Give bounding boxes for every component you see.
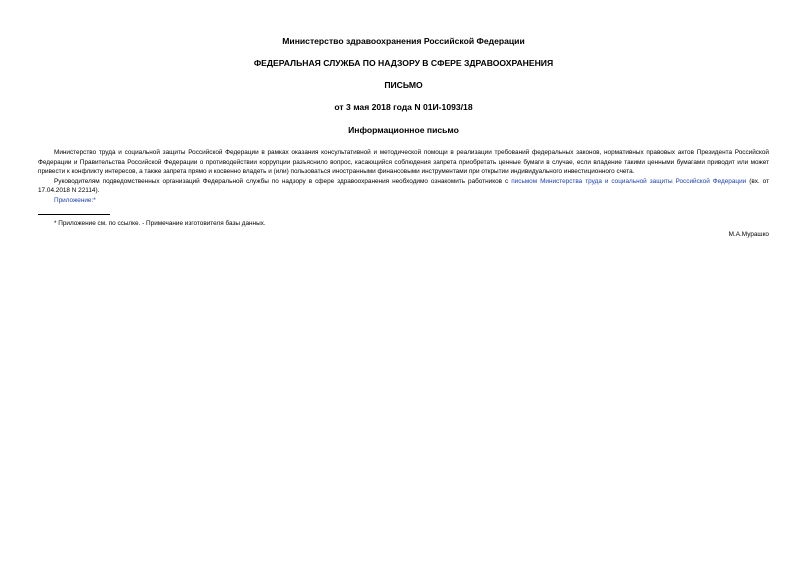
ministry-name: Министерство здравоохранения Российской Федерации [282,36,525,46]
service-name: ФЕДЕРАЛЬНАЯ СЛУЖБА ПО НАДЗОРУ В СФЕРЕ ЗДРАВООХРАНЕНИЯ [253,58,554,68]
document-type: ПИСЬМО [384,80,423,90]
body-paragraph-1: Министерство труда и социальной защиты Российской Федерации в рамках оказания консультативной и методической помощи в реализации требований федеральных законов, нормативных правовых актов Президента Российской Федерации и Правительства Российской Федерации о противодействии коррупции разъяснило вопрос, касающийся соблюдения запрета приобретать ценные бумаги в случае, если владение такими ценными бумагами приводит или может привести к конфликту интересов, а также запрета прямо и косвенно владеть и (или) пользоваться иностранными финансовыми инструментами при открытии индивидуального инвестиционного счета. [38,149,769,176]
mintrud-letter-link[interactable]: письмом Министерства труда и социальной защиты Российской Федерации [511,177,747,185]
footnote-divider [38,214,110,215]
body-paragraph-2 [38,177,769,196]
signature-name: М.А.Мурашко [728,231,769,239]
paragraph-2-text-after: (вх. от 17.04.2018 N 22114). [38,177,770,195]
attachment-link[interactable]: Приложение:* [54,196,96,204]
document-date-number: от 3 мая 2018 года N 01И-1093/18 [334,102,473,112]
document-title: Информационное письмо [348,125,459,135]
paragraph-2-text-before: Руководителям подведомственных организаций Федеральной службы по надзору в сфере здравоохранения необходимо ознакомить работников с [54,177,512,185]
footnote-text: * Приложение см. по ссылке. - Примечание изготовителя базы данных. [54,219,266,227]
attachment-line [38,196,769,206]
